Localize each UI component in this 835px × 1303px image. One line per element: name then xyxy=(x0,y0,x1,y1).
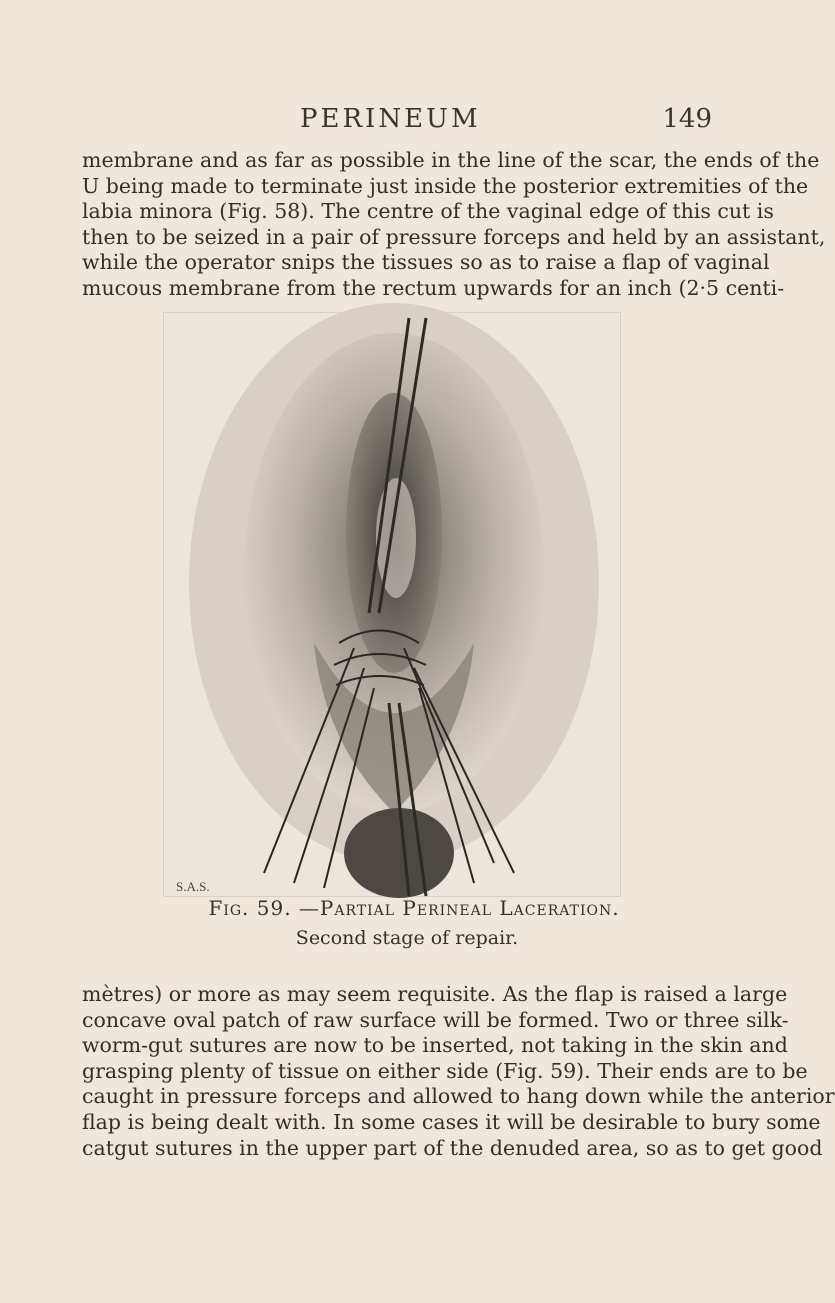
paragraph-top xyxy=(82,148,826,302)
highlight xyxy=(376,478,416,598)
running-title: PERINEUM xyxy=(300,104,481,134)
text-line: grasping plenty of tissue on either side (Fig. 59). Their ends are to be xyxy=(82,1058,808,1083)
text-line: then to be seized in a pair of pressure forceps and held by an assistant, xyxy=(82,224,826,249)
text-line: flap is being dealt with. In some cases it will be desirable to bury some xyxy=(82,1109,821,1134)
text-line: mètres) or more as may seem requisite. As the flap is raised a large xyxy=(82,982,788,1006)
anal-region xyxy=(344,808,454,898)
text-line: labia minora (Fig. 58). The centre of the vaginal edge of this cut is xyxy=(82,199,774,224)
caption-prefix: Fig. 59. xyxy=(208,896,292,920)
text-line: catgut sutures in the upper part of the denuded area, so as to get good xyxy=(82,1135,823,1160)
text-line: worm-gut sutures are now to be inserted, not taking in the skin and xyxy=(82,1033,788,1058)
figure-caption xyxy=(0,896,800,920)
running-head xyxy=(82,100,712,140)
text-line: mucous membrane from the rectum upwards for an inch (2·5 centi- xyxy=(82,275,785,300)
paragraph-bottom xyxy=(82,982,835,1161)
caption-title: —Partial Perineal Laceration. xyxy=(298,896,620,920)
text-line: while the operator snips the tissues so as to raise a flap of vaginal xyxy=(82,250,770,275)
figure-subcaption: Second stage of repair. xyxy=(295,927,519,949)
text-line: concave oval patch of raw surface will be formed. Two or three silk- xyxy=(82,1007,789,1032)
text-line: membrane and as far as possible in the line of the scar, the ends of the xyxy=(82,148,820,172)
figure-illustration xyxy=(163,312,621,897)
artist-signature: S.A.S. xyxy=(176,879,210,894)
page-number: 149 xyxy=(662,104,712,134)
anatomical-drawing xyxy=(164,313,620,896)
text-line: U being made to terminate just inside the posterior extremities of the xyxy=(82,173,809,198)
text-line: caught in pressure forceps and allowed to hang down while the anterior xyxy=(82,1084,835,1109)
